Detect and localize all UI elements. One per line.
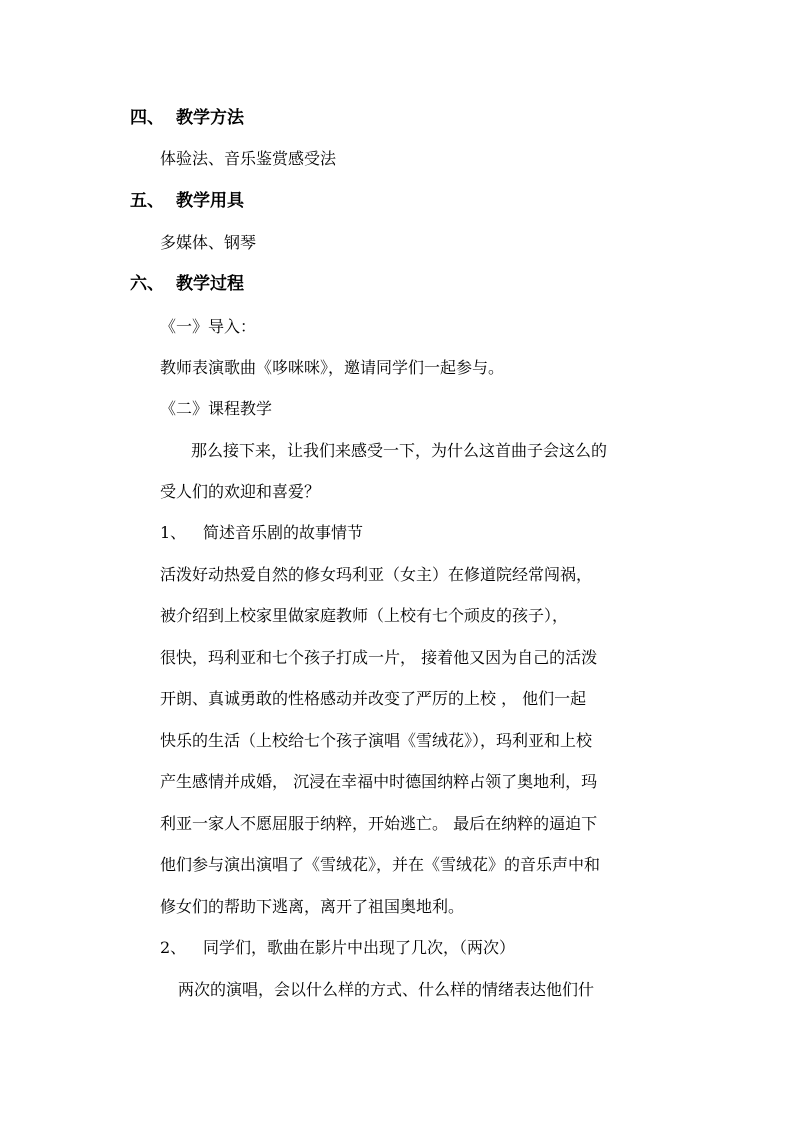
- story-line: 很快，玛利亚和七个孩子打成一片， 接着他又因为自己的活泼: [160, 648, 598, 667]
- section-heading-process: [130, 273, 244, 295]
- story-line: 利亚一家人不愿屈服于纳粹，开始逃亡。 最后在纳粹的逼迫下: [160, 814, 598, 833]
- paragraph-line: 那么接下来，让我们来感受一下，为什么这首曲子会这么的: [191, 441, 608, 460]
- story-line: 快乐的生活（上校给七个孩子演唱《雪绒花》），玛利亚和上校: [160, 731, 593, 750]
- story-line: 他们参与演出演唱了《雪绒花》，并在《雪绒花》的音乐声中和: [160, 855, 601, 874]
- list-item-number: 1、: [160, 523, 187, 542]
- section-heading-tools: [130, 190, 244, 212]
- list-item-number: 2、: [160, 938, 187, 957]
- story-line: 活泼好动热爱自然的修女玛利亚（女主）在修道院经常闯祸，: [160, 565, 593, 584]
- story-line: 产生感情并成婚， 沉浸在幸福中时德国纳粹占领了奥地利，玛: [160, 772, 598, 791]
- list-item-1: [160, 522, 363, 544]
- section-number: 四、: [130, 108, 164, 128]
- section-content-tools: 多媒体、钢琴: [160, 233, 257, 252]
- section-number: 六、: [130, 274, 164, 294]
- section-title: 教学方法: [176, 108, 244, 128]
- intro-text: 教师表演歌曲《哆咪咪》，邀请同学们一起参与。: [160, 358, 505, 377]
- course-heading: 《二》课程教学: [160, 399, 273, 418]
- section-content-methods: 体验法、音乐鉴赏感受法: [160, 149, 337, 168]
- list-item-text: 同学们，歌曲在影片中出现了几次，（两次）: [203, 938, 516, 957]
- paragraph-line: 受人们的欢迎和喜爱？: [160, 482, 321, 501]
- story-line: 被介绍到上校家里做家庭教师（上校有七个顽皮的孩子），: [160, 606, 569, 625]
- paragraph-line: 两次的演唱，会以什么样的方式、什么样的情绪表达他们什: [178, 980, 595, 999]
- story-line: 开朗、真诚勇敢的性格感动并改变了严厉的上校 ， 他们一起: [160, 689, 587, 708]
- section-title: 教学用具: [176, 191, 244, 211]
- intro-heading: 《一》导入：: [160, 317, 257, 336]
- story-line: 修女们的帮助下逃离，离开了祖国奥地利。: [160, 897, 465, 916]
- section-number: 五、: [130, 191, 164, 211]
- list-item-2: [160, 937, 515, 959]
- section-heading-methods: [130, 107, 244, 129]
- section-title: 教学过程: [176, 274, 244, 294]
- list-item-title: 简述音乐剧的故事情节: [203, 523, 364, 542]
